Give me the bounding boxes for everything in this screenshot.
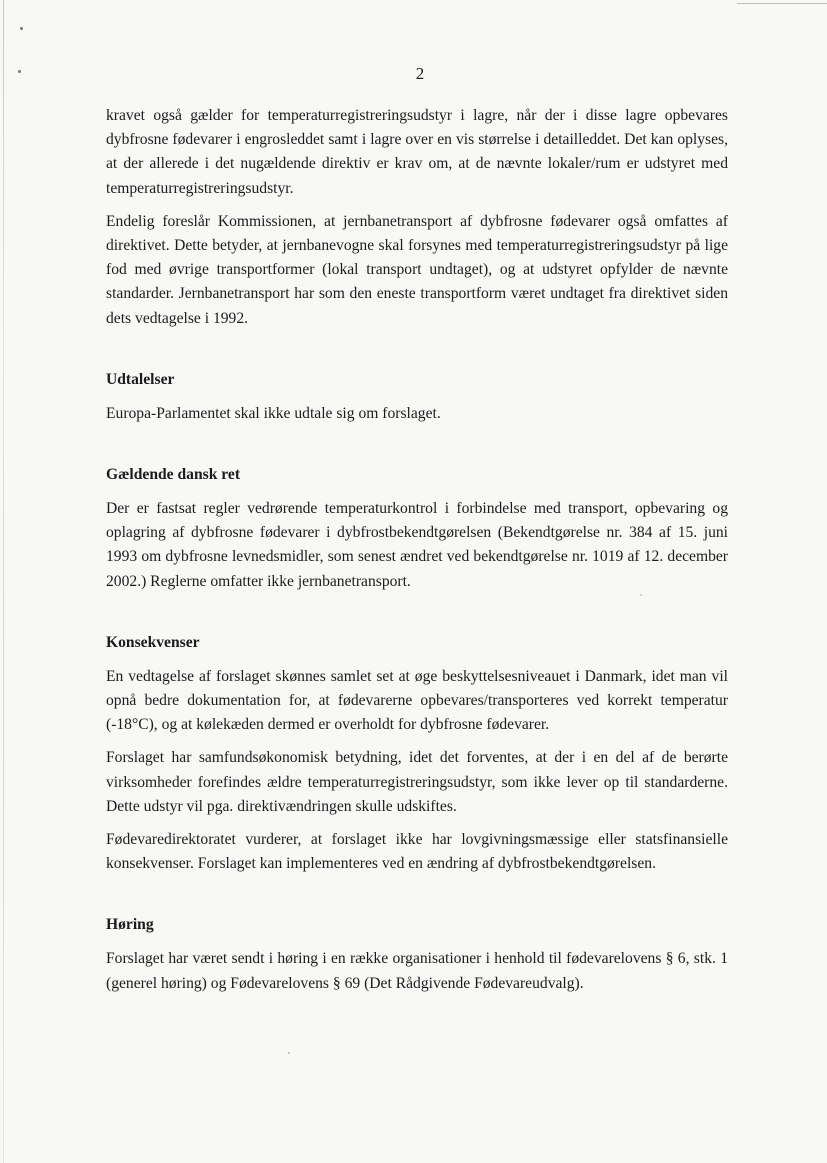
section-heading-gaeldende-dansk-ret: Gældende dansk ret — [106, 466, 241, 484]
scan-edge-top — [737, 3, 827, 4]
section-paragraph: Fødevaredirektoratet vurderer, at forslaget ikke har lovgivningsmæssige eller statsfinansielle konsekvenser. Forslaget kan implementeres ved en ændring af dybfrostbekendtgørelsen. — [106, 831, 728, 873]
section-paragraph: En vedtagelse af forslaget skønnes samlet set at øge beskyttelsesniveauet i Danmark, idet man vil opnå bedre dokumentation for, at fødevarerne opbevares/transporteres ved korrekt temperatur (-18°C), og at kølekæden dermed er overholdt for dybfrosne fødevarer. — [106, 667, 728, 734]
section-heading-udtalelser: Udtalelser — [106, 370, 175, 388]
section-paragraph: Der er fastsat regler vedrørende temperaturkontrol i forbindelse med transport, opbevaring og oplagring af dybfrosne fødevarer i dybfrostbekendtgørelsen (Bekendtgørelse nr. 384 af 15. juni 1993 om dybfrosne levnedsmidler, som senest ændret ved bekendtgørelse nr. 1019 af 12. december 2002.) Reglerne omfatter ikke jernbanetransport. — [106, 500, 728, 590]
intro-paragraph-1: kravet også gælder for temperaturregistreringsudstyr i lagre, når der i disse lagre opbevares dybfrosne fødevarer i engrosleddet samt i lagre over en vis størrelse i detailleddet. Det kan oplyses, at der allerede i det nugældende direktiv er krav om, at de nævnte lokaler/rum er udstyret med temperaturregistreringsudstyr. — [106, 107, 728, 197]
scan-edge-left — [3, 0, 4, 1163]
page-number: 2 — [415, 64, 425, 83]
section-paragraph: Forslaget har været sendt i høring i en række organisationer i henhold til fødevarelovens § 6, stk. 1 (generel høring) og Fødevarelovens § 69 (Det Rådgivende Fødevareudvalg). — [106, 950, 728, 992]
section-heading-konsekvenser: Konsekvenser — [106, 633, 200, 651]
document-body — [106, 104, 728, 1005]
scan-speck — [20, 27, 23, 30]
intro-paragraph-2: Endelig foreslår Kommissionen, at jernbanetransport af dybfrosne fødevarer også omfattes af direktivet. Dette betyder, at jernbanevogne skal forsynes med temperaturregistreringsudstyr på lige fod med øvrige transportformer (lokal transport undtaget), og at udstyret opfylder de nævnte standarder. Jernbanetransport har som den eneste transportform været undtaget fra direktivet siden dets vedtagelse i 1992. — [106, 212, 728, 327]
section-paragraph: Europa-Parlamentet skal ikke udtale sig om forslaget. — [106, 404, 441, 422]
section-heading-hoering: Høring — [106, 916, 154, 934]
scan-speck — [288, 1052, 290, 1054]
section-paragraph: Forslaget har samfundsøkonomisk betydning, idet det forventes, at der i en del af de berørte virksomheder forefindes ældre temperaturregistreringsudstyr, som ikke lever op til standarderne. Dette udstyr vil pga. direktivændringen skulle udskiftes. — [106, 749, 728, 815]
